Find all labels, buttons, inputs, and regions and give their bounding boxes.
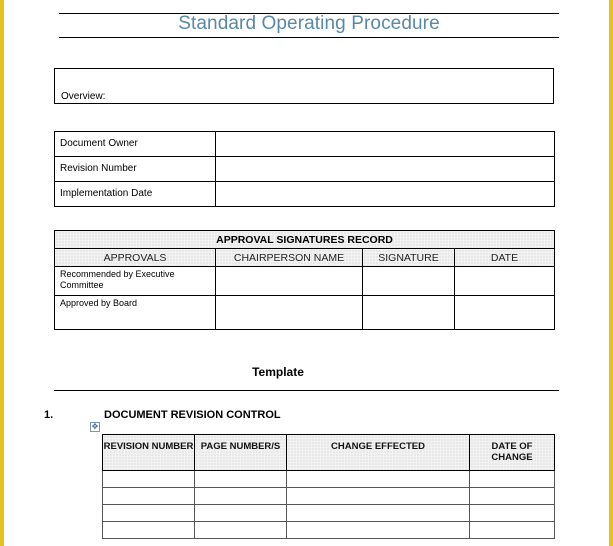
info-value-cell[interactable] (216, 132, 555, 157)
revision-row (103, 471, 555, 488)
overview-label: Overview: (61, 91, 106, 102)
signature-cell[interactable] (363, 296, 455, 330)
revision-number-header: REVISION NUMBER (103, 435, 195, 471)
document-info-table (54, 131, 555, 207)
revision-control-table (102, 434, 555, 539)
revision-cell[interactable] (470, 505, 555, 522)
signature-column-header: SIGNATURE (363, 249, 455, 267)
revision-cell[interactable] (287, 471, 470, 488)
approval-row (55, 296, 555, 330)
section-number: 1. (44, 409, 54, 421)
info-label: Implementation Date (55, 182, 216, 207)
page-title: Standard Operating Procedure (178, 13, 440, 34)
info-value-cell[interactable] (216, 182, 555, 207)
revision-row (103, 522, 555, 539)
revision-row (103, 488, 555, 505)
revision-cell[interactable] (195, 522, 287, 539)
approval-signatures-table (54, 230, 555, 330)
revision-cell[interactable] (195, 505, 287, 522)
info-row-implementation-date (55, 182, 555, 207)
date-cell[interactable] (455, 267, 555, 296)
revision-cell[interactable] (287, 522, 470, 539)
date-column-header: DATE (455, 249, 555, 267)
section-title: DOCUMENT REVISION CONTROL (104, 409, 281, 421)
approval-row (55, 267, 555, 296)
revision-cell[interactable] (195, 471, 287, 488)
table-move-handle-icon[interactable]: ✥ (91, 422, 99, 431)
date-cell[interactable] (455, 296, 555, 330)
revision-cell[interactable] (103, 488, 195, 505)
document-page (4, 0, 609, 546)
approval-row-label: Approved by Board (55, 296, 216, 330)
revision-row (103, 505, 555, 522)
template-heading: Template (252, 365, 304, 379)
chairperson-name-cell[interactable] (216, 296, 363, 330)
info-row-document-owner (55, 132, 555, 157)
revision-cell[interactable] (103, 522, 195, 539)
info-row-revision-number (55, 157, 555, 182)
revision-cell[interactable] (103, 471, 195, 488)
revision-cell[interactable] (470, 522, 555, 539)
page-numbers-header: PAGE NUMBER/S (195, 435, 287, 471)
chairperson-name-column-header: CHAIRPERSON NAME (216, 249, 363, 267)
signature-cell[interactable] (363, 267, 455, 296)
revision-cell[interactable] (287, 505, 470, 522)
revision-cell[interactable] (470, 488, 555, 505)
approval-row-label: Recommended by Executive Committee (55, 267, 216, 296)
approvals-column-header: APPROVALS (55, 249, 216, 267)
info-value-cell[interactable] (216, 157, 555, 182)
approval-table-heading: APPROVAL SIGNATURES RECORD (55, 231, 555, 249)
chairperson-name-cell[interactable] (216, 267, 363, 296)
revision-cell[interactable] (195, 488, 287, 505)
overview-box[interactable] (54, 68, 554, 104)
info-label: Document Owner (55, 132, 216, 157)
revision-cell[interactable] (470, 471, 555, 488)
title-bottom-rule (59, 37, 559, 38)
section-divider (54, 390, 559, 391)
date-of-change-header: DATE OF CHANGE (470, 435, 555, 471)
revision-cell[interactable] (287, 488, 470, 505)
revision-cell[interactable] (103, 505, 195, 522)
info-label: Revision Number (55, 157, 216, 182)
change-effected-header: CHANGE EFFECTED (287, 435, 470, 471)
